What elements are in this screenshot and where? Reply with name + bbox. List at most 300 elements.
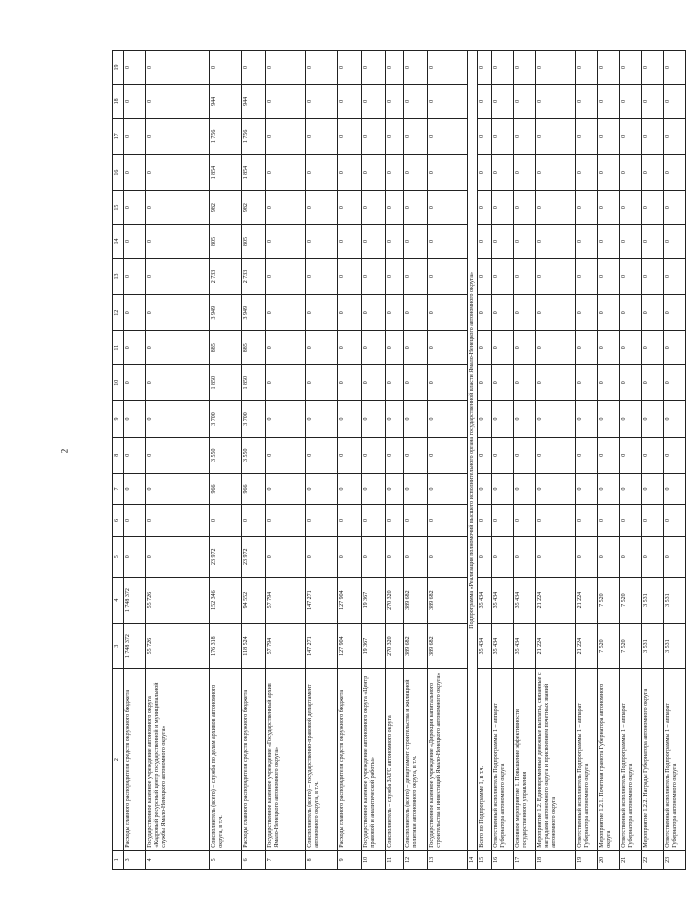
value-cell: 0 — [576, 365, 598, 401]
value-cell: 0 — [536, 258, 576, 294]
row-label-cell: Мероприятие 1.2. Единовременные денежные выплаты, связанные с наградами автономного округа и присвоением почетных званий автономного округа — [536, 669, 576, 850]
row-label-cell: Мероприятие 1.2.1. Почетная грамота Губернатора автономного округа — [598, 669, 620, 850]
value-cell: 0 — [576, 191, 598, 225]
value-cell: 0 — [386, 225, 404, 259]
value-cell: 0 — [124, 118, 146, 154]
row-number-cell: 4 — [146, 850, 210, 869]
value-cell: 0 — [514, 51, 536, 85]
value-cell: 0 — [642, 118, 664, 154]
value-cell: 0 — [664, 84, 686, 118]
value-cell: 3 550 — [242, 437, 266, 473]
value-cell: 0 — [576, 473, 598, 504]
value-cell: 0 — [536, 51, 576, 85]
value-cell: 0 — [642, 295, 664, 331]
value-cell: 0 — [124, 84, 146, 118]
value-cell: 0 — [492, 258, 514, 294]
value-cell: 0 — [664, 118, 686, 154]
value-cell: 0 — [492, 295, 514, 331]
value-cell: 1 854 — [242, 155, 266, 191]
value-cell: 0 — [146, 258, 210, 294]
row-number-cell: 15 — [478, 850, 492, 869]
value-cell: 127 904 — [338, 577, 362, 623]
value-cell: 0 — [124, 258, 146, 294]
row-label-cell: Расходы главного распорядителя средств окружного бюджета — [124, 669, 146, 850]
value-cell: 176 318 — [210, 623, 242, 669]
value-cell: 0 — [428, 118, 468, 154]
value-cell: 0 — [664, 258, 686, 294]
value-cell: 0 — [576, 505, 598, 536]
value-cell: 0 — [576, 225, 598, 259]
value-cell: 7 520 — [620, 623, 642, 669]
value-cell: 0 — [362, 437, 386, 473]
value-cell: 0 — [306, 473, 338, 504]
rotated-table-container — [112, 50, 678, 870]
value-cell: 0 — [492, 365, 514, 401]
value-cell: 0 — [404, 191, 428, 225]
value-cell: 0 — [514, 155, 536, 191]
value-cell: 35 434 — [478, 577, 492, 623]
value-cell: 0 — [306, 225, 338, 259]
value-cell: 0 — [210, 51, 242, 85]
value-cell: 0 — [492, 191, 514, 225]
value-cell: 0 — [338, 331, 362, 365]
value-cell: 0 — [146, 191, 210, 225]
value-cell: 3 949 — [242, 295, 266, 331]
value-cell: 0 — [266, 51, 306, 85]
value-cell: 152 346 — [210, 577, 242, 623]
value-cell: 0 — [124, 331, 146, 365]
value-cell: 0 — [146, 295, 210, 331]
value-cell: 0 — [146, 225, 210, 259]
value-cell: 0 — [404, 401, 428, 437]
value-cell: 0 — [362, 473, 386, 504]
table-row — [386, 51, 404, 870]
value-cell: 0 — [362, 225, 386, 259]
value-cell: 127 904 — [338, 623, 362, 669]
value-cell: 55 726 — [146, 623, 210, 669]
value-cell: 0 — [492, 536, 514, 577]
value-cell: 805 — [242, 225, 266, 259]
value-cell: 0 — [620, 365, 642, 401]
value-cell: 0 — [306, 401, 338, 437]
row-number-cell: 7 — [266, 850, 306, 869]
value-cell: 270 320 — [386, 623, 404, 669]
value-cell: 1 756 — [242, 118, 266, 154]
value-cell: 21 224 — [576, 623, 598, 669]
value-cell: 0 — [146, 155, 210, 191]
value-cell: 3 531 — [664, 577, 686, 623]
column-number-cell: 9 — [113, 401, 124, 437]
value-cell: 0 — [664, 437, 686, 473]
value-cell: 0 — [492, 473, 514, 504]
value-cell: 3 700 — [210, 401, 242, 437]
table-row — [306, 51, 338, 870]
row-number-cell: 3 — [124, 850, 146, 869]
value-cell: 0 — [478, 536, 492, 577]
value-cell: 885 — [242, 331, 266, 365]
value-cell: 2 733 — [242, 258, 266, 294]
value-cell: 0 — [478, 155, 492, 191]
value-cell: 21 224 — [536, 623, 576, 669]
value-cell: 0 — [338, 473, 362, 504]
value-cell: 0 — [404, 155, 428, 191]
value-cell: 0 — [492, 505, 514, 536]
value-cell: 0 — [428, 155, 468, 191]
value-cell: 3 550 — [210, 437, 242, 473]
row-number-cell: 14 — [468, 850, 478, 869]
value-cell: 0 — [124, 295, 146, 331]
value-cell: 0 — [514, 331, 536, 365]
value-cell: 0 — [146, 51, 210, 85]
value-cell: 0 — [362, 295, 386, 331]
row-number-cell: 10 — [362, 850, 386, 869]
value-cell: 57 794 — [266, 577, 306, 623]
value-cell: 0 — [536, 331, 576, 365]
value-cell: 0 — [338, 505, 362, 536]
value-cell: 0 — [536, 505, 576, 536]
value-cell: 0 — [428, 331, 468, 365]
value-cell: 0 — [306, 295, 338, 331]
value-cell: 0 — [536, 191, 576, 225]
value-cell: 0 — [404, 258, 428, 294]
value-cell: 0 — [306, 365, 338, 401]
value-cell: 21 224 — [576, 577, 598, 623]
value-cell: 3 531 — [664, 623, 686, 669]
value-cell: 0 — [266, 473, 306, 504]
value-cell: 0 — [620, 473, 642, 504]
value-cell: 0 — [642, 505, 664, 536]
value-cell: 0 — [514, 295, 536, 331]
value-cell: 0 — [478, 295, 492, 331]
row-label-cell: Ответственный исполнитель Подпрограммы 1 – аппарат Губернатора автономного округа — [664, 669, 686, 850]
value-cell: 7 520 — [598, 623, 620, 669]
value-cell: 944 — [210, 84, 242, 118]
value-cell: 389 682 — [404, 623, 428, 669]
value-cell: 0 — [146, 331, 210, 365]
row-label-cell: Ответственный исполнитель Подпрограммы 1 – аппарат Губернатора автономного округа — [620, 669, 642, 850]
value-cell: 0 — [664, 331, 686, 365]
value-cell: 0 — [536, 155, 576, 191]
value-cell: 0 — [338, 258, 362, 294]
value-cell: 0 — [620, 118, 642, 154]
row-number-cell: 5 — [210, 850, 242, 869]
row-label-cell: Государственное казенное учреждение автономного округа «Кадровый ресурсный центр государственной и муниципальной службы Ямало-Ненецкого автономного округа» — [146, 669, 210, 850]
value-cell: 0 — [576, 401, 598, 437]
value-cell: 0 — [266, 365, 306, 401]
value-cell: 1 850 — [210, 365, 242, 401]
value-cell: 0 — [146, 536, 210, 577]
value-cell: 35 434 — [478, 623, 492, 669]
table-row — [576, 51, 598, 870]
column-number-cell: 2 — [113, 669, 124, 850]
table-row — [428, 51, 468, 870]
row-number-cell: 21 — [620, 850, 642, 869]
row-label-cell: Соисполнитель (всего) – департамент строительства и жилищной политики автономного округа, в т.ч. — [404, 669, 428, 850]
column-number-cell: 14 — [113, 225, 124, 259]
column-number-cell: 17 — [113, 118, 124, 154]
value-cell: 0 — [598, 225, 620, 259]
value-cell: 0 — [536, 437, 576, 473]
value-cell: 0 — [576, 155, 598, 191]
table-row — [210, 51, 242, 870]
value-cell: 23 972 — [242, 536, 266, 577]
table-row — [620, 51, 642, 870]
value-cell: 0 — [576, 258, 598, 294]
value-cell: 0 — [664, 365, 686, 401]
row-number-cell: 20 — [598, 850, 620, 869]
value-cell: 0 — [386, 155, 404, 191]
value-cell: 0 — [664, 51, 686, 85]
row-number-cell: 17 — [514, 850, 536, 869]
column-number-cell: 11 — [113, 331, 124, 365]
value-cell: 0 — [338, 401, 362, 437]
value-cell: 0 — [514, 118, 536, 154]
value-cell: 0 — [362, 331, 386, 365]
value-cell: 0 — [536, 536, 576, 577]
column-number-cell: 5 — [113, 536, 124, 577]
value-cell: 1 748 372 — [124, 623, 146, 669]
value-cell: 3 700 — [242, 401, 266, 437]
table-row — [124, 51, 146, 870]
table-row — [642, 51, 664, 870]
value-cell: 0 — [620, 331, 642, 365]
table-row — [492, 51, 514, 870]
value-cell: 0 — [404, 331, 428, 365]
value-cell: 0 — [362, 51, 386, 85]
value-cell: 0 — [404, 51, 428, 85]
value-cell: 0 — [404, 84, 428, 118]
value-cell: 0 — [536, 225, 576, 259]
value-cell: 0 — [492, 331, 514, 365]
value-cell: 0 — [306, 437, 338, 473]
value-cell: 0 — [124, 437, 146, 473]
value-cell: 1 748 372 — [124, 577, 146, 623]
value-cell: 0 — [266, 84, 306, 118]
row-label-cell: Соисполнитель – служба ЗАГС автономного округа — [386, 669, 404, 850]
table-row — [146, 51, 210, 870]
value-cell: 0 — [536, 295, 576, 331]
value-cell: 0 — [266, 437, 306, 473]
value-cell: 0 — [306, 536, 338, 577]
column-number-cell: 3 — [113, 623, 124, 669]
value-cell: 0 — [492, 118, 514, 154]
value-cell: 94 552 — [242, 577, 266, 623]
value-cell: 389 682 — [428, 577, 468, 623]
row-number-cell: 19 — [576, 850, 598, 869]
column-number-cell: 16 — [113, 155, 124, 191]
value-cell: 0 — [620, 84, 642, 118]
table-row — [404, 51, 428, 870]
value-cell: 0 — [338, 536, 362, 577]
table-row — [478, 51, 492, 870]
value-cell: 1 854 — [210, 155, 242, 191]
value-cell: 0 — [428, 536, 468, 577]
value-cell: 0 — [404, 225, 428, 259]
value-cell: 57 794 — [266, 623, 306, 669]
value-cell: 0 — [386, 84, 404, 118]
value-cell: 0 — [266, 155, 306, 191]
row-label-cell: Государственное казенное учреждение автономного округа «Центр правовой и аналитической работы» — [362, 669, 386, 850]
value-cell: 0 — [266, 331, 306, 365]
row-number-cell: 16 — [492, 850, 514, 869]
row-label-cell: Расходы главного распорядителя средств окружного бюджета — [242, 669, 266, 850]
value-cell: 0 — [428, 191, 468, 225]
value-cell: 0 — [146, 437, 210, 473]
value-cell: 0 — [478, 118, 492, 154]
value-cell: 0 — [478, 51, 492, 85]
value-cell: 0 — [306, 155, 338, 191]
value-cell: 0 — [536, 84, 576, 118]
table-row — [536, 51, 576, 870]
value-cell: 0 — [306, 191, 338, 225]
value-cell: 0 — [576, 84, 598, 118]
value-cell: 0 — [598, 84, 620, 118]
value-cell: 0 — [576, 331, 598, 365]
value-cell: 0 — [514, 84, 536, 118]
value-cell: 0 — [306, 505, 338, 536]
value-cell: 0 — [386, 258, 404, 294]
value-cell: 0 — [428, 258, 468, 294]
value-cell: 966 — [210, 473, 242, 504]
value-cell: 0 — [306, 118, 338, 154]
value-cell: 0 — [362, 84, 386, 118]
value-cell: 0 — [428, 505, 468, 536]
value-cell: 0 — [514, 365, 536, 401]
value-cell: 0 — [338, 155, 362, 191]
value-cell: 0 — [664, 295, 686, 331]
value-cell: 0 — [306, 331, 338, 365]
value-cell: 0 — [642, 155, 664, 191]
value-cell: 0 — [642, 84, 664, 118]
value-cell: 0 — [362, 258, 386, 294]
value-cell: 0 — [514, 258, 536, 294]
value-cell: 19 367 — [362, 577, 386, 623]
value-cell: 0 — [124, 401, 146, 437]
value-cell: 147 271 — [306, 577, 338, 623]
value-cell: 0 — [404, 473, 428, 504]
value-cell: 0 — [514, 536, 536, 577]
value-cell: 0 — [620, 536, 642, 577]
value-cell: 0 — [266, 191, 306, 225]
value-cell: 35 434 — [514, 623, 536, 669]
value-cell: 0 — [306, 51, 338, 85]
value-cell: 0 — [620, 225, 642, 259]
value-cell: 0 — [362, 401, 386, 437]
value-cell: 0 — [386, 473, 404, 504]
value-cell: 0 — [386, 118, 404, 154]
value-cell: 0 — [514, 225, 536, 259]
value-cell: 0 — [146, 505, 210, 536]
value-cell: 0 — [598, 401, 620, 437]
row-label-cell: Ответственный исполнитель Подпрограммы 1 – аппарат Губернатора автономного округа — [576, 669, 598, 850]
column-number-row — [113, 51, 124, 870]
value-cell: 0 — [576, 536, 598, 577]
table-body — [113, 51, 686, 870]
value-cell: 944 — [242, 84, 266, 118]
value-cell: 3 949 — [210, 295, 242, 331]
value-cell: 0 — [664, 191, 686, 225]
column-number-cell: 15 — [113, 191, 124, 225]
value-cell: 0 — [428, 84, 468, 118]
value-cell: 0 — [386, 51, 404, 85]
column-number-cell: 19 — [113, 51, 124, 85]
value-cell: 0 — [386, 331, 404, 365]
value-cell: 0 — [598, 437, 620, 473]
value-cell: 0 — [620, 295, 642, 331]
value-cell: 0 — [242, 505, 266, 536]
value-cell: 0 — [362, 191, 386, 225]
value-cell: 3 531 — [642, 623, 664, 669]
value-cell: 0 — [386, 505, 404, 536]
row-number-cell: 8 — [306, 850, 338, 869]
table-row — [338, 51, 362, 870]
value-cell: 0 — [536, 401, 576, 437]
value-cell: 0 — [266, 401, 306, 437]
value-cell: 0 — [428, 401, 468, 437]
budget-table — [112, 50, 686, 870]
value-cell: 0 — [642, 437, 664, 473]
value-cell: 0 — [598, 331, 620, 365]
value-cell: 7 520 — [598, 577, 620, 623]
value-cell: 0 — [306, 258, 338, 294]
row-label-cell: Соисполнитель (всего) – служба по делам архивов автономного округа, в т.ч. — [210, 669, 242, 850]
value-cell: 0 — [266, 536, 306, 577]
value-cell: 0 — [642, 331, 664, 365]
value-cell: 0 — [146, 84, 210, 118]
value-cell: 0 — [598, 118, 620, 154]
value-cell: 3 531 — [642, 577, 664, 623]
value-cell: 0 — [362, 155, 386, 191]
value-cell: 0 — [428, 365, 468, 401]
value-cell: 0 — [478, 437, 492, 473]
value-cell: 0 — [386, 365, 404, 401]
row-number-cell: 13 — [428, 850, 468, 869]
value-cell: 0 — [146, 401, 210, 437]
value-cell: 0 — [642, 225, 664, 259]
value-cell: 0 — [620, 51, 642, 85]
row-label-cell: Соисполнитель (всего) – государственно-правовой департамент автономного округа, в т.ч. — [306, 669, 338, 850]
value-cell: 0 — [124, 505, 146, 536]
value-cell: 0 — [338, 51, 362, 85]
value-cell: 147 271 — [306, 623, 338, 669]
row-label-cell: Всего по Подпрограмме 1, в т.ч. — [478, 669, 492, 850]
value-cell: 0 — [620, 155, 642, 191]
row-number-cell: 18 — [536, 850, 576, 869]
value-cell: 0 — [514, 191, 536, 225]
row-number-cell: 6 — [242, 850, 266, 869]
value-cell: 35 434 — [492, 623, 514, 669]
value-cell: 0 — [404, 365, 428, 401]
value-cell: 0 — [514, 505, 536, 536]
value-cell: 0 — [124, 191, 146, 225]
value-cell: 0 — [428, 295, 468, 331]
value-cell: 0 — [362, 505, 386, 536]
value-cell: 2 733 — [210, 258, 242, 294]
value-cell: 35 434 — [492, 577, 514, 623]
column-number-cell: 4 — [113, 577, 124, 623]
value-cell: 0 — [146, 473, 210, 504]
table-row — [598, 51, 620, 870]
value-cell: 0 — [266, 118, 306, 154]
value-cell: 0 — [598, 473, 620, 504]
column-number-cell: 13 — [113, 258, 124, 294]
value-cell: 0 — [124, 155, 146, 191]
value-cell: 0 — [576, 295, 598, 331]
value-cell: 0 — [620, 191, 642, 225]
value-cell: 0 — [428, 51, 468, 85]
value-cell: 982 — [242, 191, 266, 225]
value-cell: 0 — [478, 401, 492, 437]
